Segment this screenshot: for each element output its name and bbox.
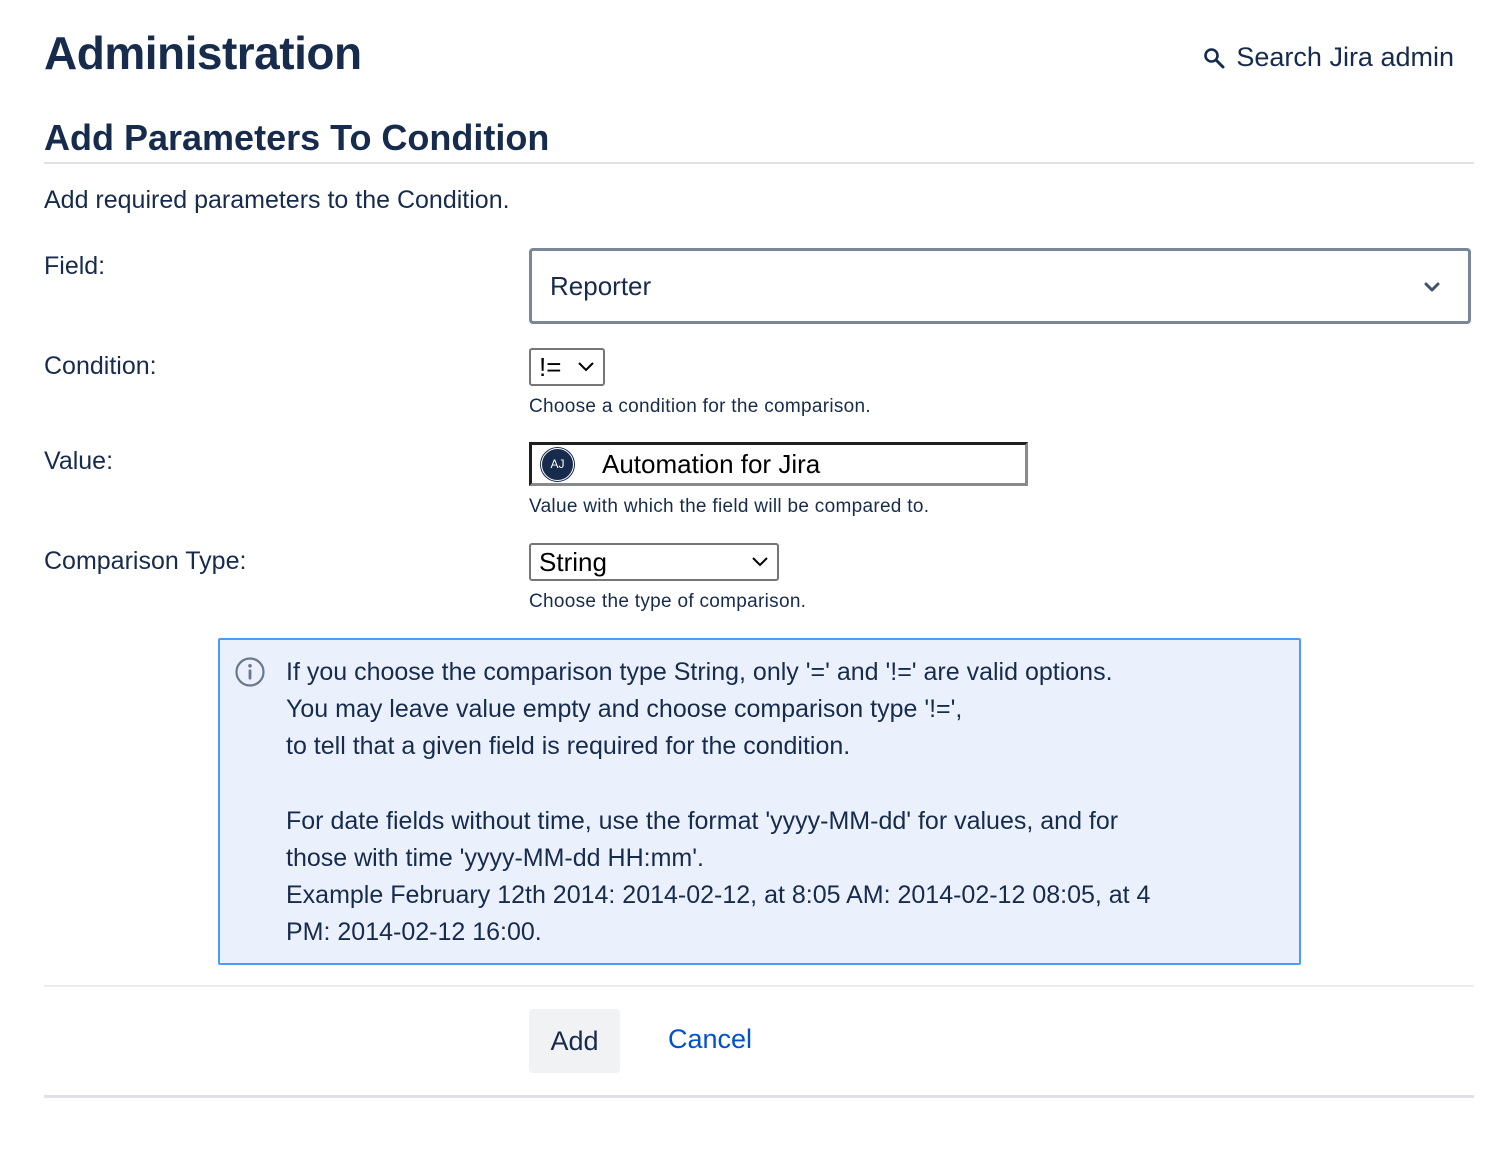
- info-message: [218, 638, 1301, 965]
- condition-select-value: !=: [539, 351, 562, 382]
- info-line: If you choose the comparison type String, only '=' and '!=' are valid options.: [286, 658, 1113, 686]
- info-line: to tell that a given field is required for the condition.: [286, 732, 851, 760]
- section-title: Add Parameters To Condition: [44, 117, 550, 158]
- page-title: Administration: [44, 27, 362, 79]
- page-header: [44, 22, 1474, 86]
- add-button[interactable]: Add: [529, 1009, 620, 1073]
- info-line: You may leave value empty and choose comparison type '!=',: [286, 695, 963, 723]
- info-text: [286, 654, 1269, 951]
- comparison-type-select-value: String: [539, 546, 607, 577]
- search-icon: [1202, 46, 1226, 70]
- avatar-initials: AJ: [550, 457, 565, 471]
- info-line: those with time 'yyyy-MM-dd HH:mm'.: [286, 844, 704, 872]
- field-select-value: Reporter: [550, 270, 652, 301]
- search-jira-admin-button[interactable]: [1202, 42, 1454, 73]
- info-line: Example February 12th 2014: 2014-02-12, at 8:05 AM: 2014-02-12 08:05, at 4: [286, 881, 1151, 909]
- section-description: Add required parameters to the Condition.: [44, 186, 510, 214]
- value-help-text: Value with which the field will be compared to.: [529, 496, 930, 517]
- value-input-text: Automation for Jira: [602, 448, 821, 479]
- condition-help-text: Choose a condition for the comparison.: [529, 396, 871, 417]
- chevron-down-icon: [577, 359, 595, 375]
- divider: [44, 1095, 1474, 1098]
- condition-select[interactable]: [529, 348, 605, 386]
- section-heading: [44, 116, 1474, 164]
- comparison-type-help-text: Choose the type of comparison.: [529, 591, 807, 612]
- info-line: For date fields without time, use the format 'yyyy-MM-dd' for values, and for: [286, 807, 1119, 835]
- divider: [44, 985, 1474, 987]
- info-icon: [234, 656, 266, 688]
- field-select[interactable]: [529, 248, 1471, 324]
- search-jira-admin-label: Search Jira admin: [1236, 42, 1454, 72]
- field-label: Field:: [44, 252, 106, 280]
- chevron-down-icon: [1420, 275, 1444, 299]
- comparison-type-label: Comparison Type:: [44, 547, 247, 575]
- value-input[interactable]: [529, 442, 1028, 486]
- condition-label: Condition:: [44, 352, 157, 380]
- comparison-type-select[interactable]: [529, 543, 779, 581]
- avatar: [541, 448, 574, 481]
- value-label: Value:: [44, 447, 114, 475]
- cancel-link[interactable]: Cancel: [668, 1024, 753, 1054]
- info-line: PM: 2014-02-12 16:00.: [286, 918, 542, 946]
- chevron-down-icon: [751, 554, 769, 570]
